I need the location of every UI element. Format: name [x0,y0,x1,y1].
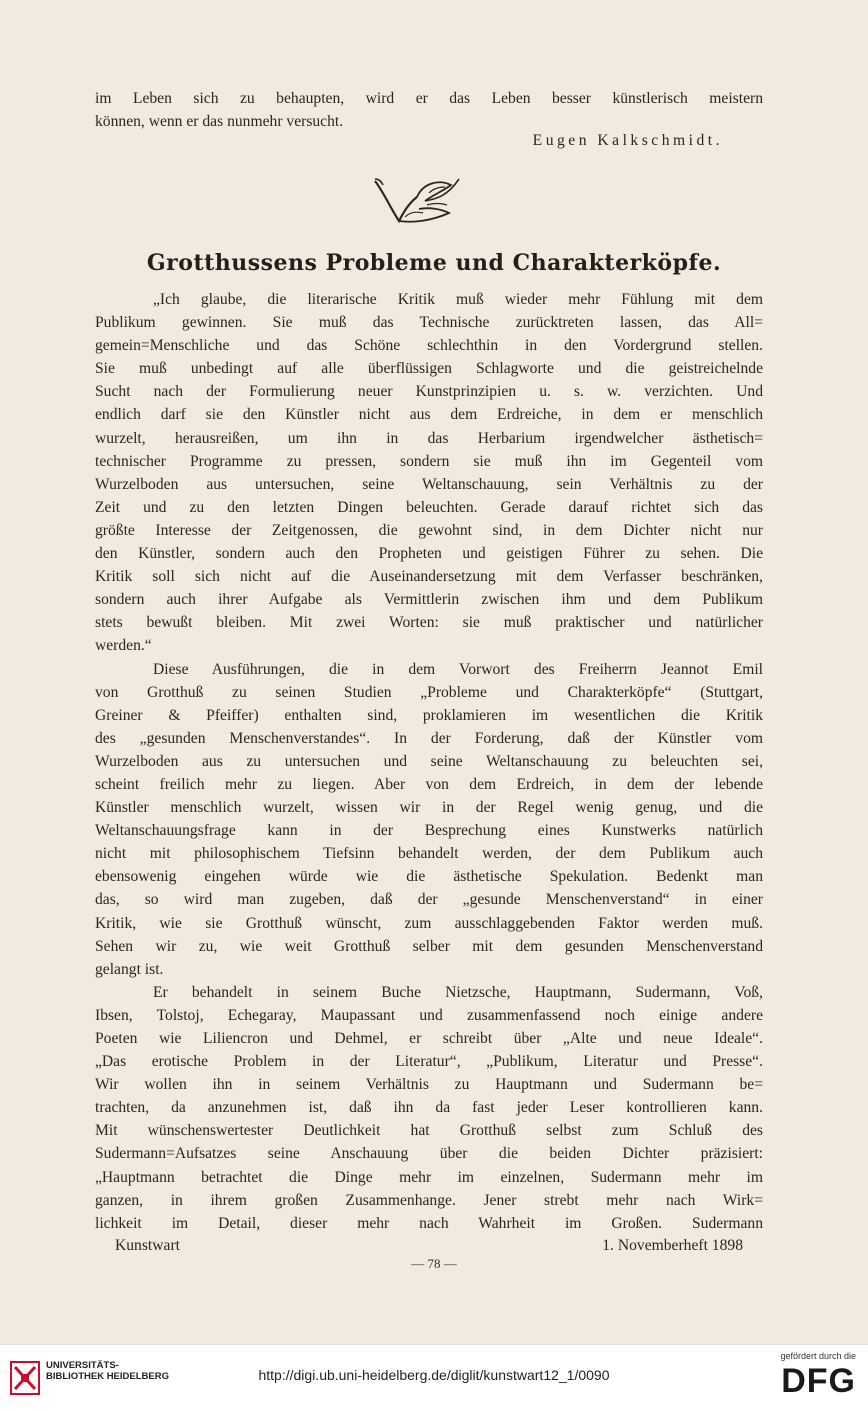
text-line: Sehen wir zu, wie weit Grotthuß selber mit dem gesunden Menschenverstand [95,937,763,955]
text-line: Kritik, wie sie Grotthuß wünscht, zum ausschlaggebenden Faktor werden muß. [95,914,763,932]
text-line: lichkeit im Detail, dieser mehr nach Wahrheit im Großen. Sudermann [95,1214,763,1232]
text-line: Greiner & Pfeiffer) enthalten sind, proklamieren im wesentlichen die Kritik [95,706,763,724]
viewer-footer-bar [0,1344,868,1411]
text-line: Mit wünschenswertester Deutlichkeit hat Grotthuß selbst zum Schluß des [95,1122,763,1140]
page-number: — 78 — [411,1256,457,1271]
text-line: ebensowenig eingehen würde wie die ästhetische Spekulation. Bedenkt man [95,868,763,886]
text-line: den Künstler, sondern auch den Propheten und geistigen Führer zu sehen. Die [95,545,763,563]
text-line: werden.“ [95,637,152,655]
text-line: gemein=Menschliche und das Schöne schlechthin in den Vordergrund stellen. [95,337,763,355]
text-line: des „gesunden Menschenverstandes“. In der Forderung, daß der Künstler vom [95,729,763,747]
text-line: Zeit und zu den letzten Dingen beleuchten. Gerade darauf richtet sich das [95,498,763,516]
text-line: das, so wird man zugeben, daß der „gesunde Menschenverstand“ in einer [95,891,763,909]
text-line: Sucht nach der Formulierung neuer Kunstprinzipien u. s. w. verzichten. Und [95,383,763,401]
text-line: wurzelt, herausreißen, um ihn in das Herbarium irgendwelcher ästhetisch= [95,429,763,447]
text-line: Wurzelboden aus zu untersuchen und seine Weltanschauung zu beleuchten sei, [95,752,763,770]
funder-caption: gefördert durch die [780,1351,856,1361]
text-line: ganzen, in ihrem großen Zusammenhange. Jener strebt mehr nach Wirk= [95,1191,763,1209]
journal-name: Kunstwart [115,1237,180,1254]
text-line: Kritik soll sich nicht auf die Auseinandersetzung mit dem Verfasser beschränken, [95,568,763,586]
text-line: von Grotthuß zu seinen Studien „Probleme und Charakterköpfe“ (Stuttgart, [95,683,763,701]
text-line: größte Interesse der Zeitgenossen, die gewohnt sind, in dem Dichter nicht nur [95,521,763,539]
issue-date: 1. Novemberheft 1898 [602,1237,743,1254]
funder-logo-link[interactable] [766,1351,856,1407]
text-line: Poeten wie Liliencron und Dehmel, er schreibt über „Alte und neue Ideale“. [95,1030,763,1047]
text-line: Publikum gewinnen. Sie muß das Technische zurücktreten lassen, das All= [95,314,763,332]
article-body [95,288,763,1235]
author-signature: Eugen Kalkschmidt. [532,132,723,149]
text-line: trachten, da anzunehmen ist, daß ihn da fast jeder Leser kontrollieren kann. [95,1099,763,1117]
text-line: Weltanschauungsfrage kann in der Besprechung eines Kunstwerks natürlich [95,822,763,840]
text-line: im Leben sich zu behaupten, wird er das Leben besser künstlerisch meistern [95,90,763,107]
library-name: UNIVERSITÄTS-BIBLIOTHEK HEIDELBERG [46,1360,169,1382]
page-url-link[interactable]: http://digi.ub.uni-heidelberg.de/diglit/kunstwart12_1/0090 [258,1367,610,1383]
vignette-ornament-icon [369,173,467,229]
text-line: Wir wollen ihn in seinem Verhältnis zu Hauptmann und Sudermann be= [95,1076,763,1094]
text-line: Wurzelboden aus untersuchen, seine Weltanschauung, sein Verhältnis zu der [95,475,763,493]
text-line: „Das erotische Problem in der Literatur“, „Publikum, Literatur und Presse“. [95,1053,763,1071]
article-title: Grotthussens Probleme und Charakterköpfe. [146,250,722,276]
text-line: nicht mit philosophischem Tiefsinn behandelt werden, der dem Publikum auch [95,845,763,863]
text-line: endlich darf sie den Künstler nicht aus dem Erdreiche, in dem er menschlich [95,406,763,424]
text-line: „Ich glaube, die literarische Kritik muß wieder mehr Fühlung mit dem [153,291,763,308]
dfg-logo: DFG [781,1362,856,1400]
text-line: Künstler menschlich wurzelt, wissen wir in der Regel wenig genug, und die [95,799,763,817]
continued-text [95,87,763,133]
text-line: Sie muß unbedingt auf alle überflüssigen Schlagworte und die geistreichelnde [95,360,763,378]
text-line: Sudermann=Aufsatzes seine Anschauung über die beiden Dichter präzisiert: [95,1145,763,1163]
text-line: scheint freilich mehr zu liegen. Aber von dem Erdreich, in dem der lebende [95,775,763,793]
text-line: Diese Ausführungen, die in dem Vorwort des Freiherrn Jeannot Emil [153,660,763,678]
text-line: können, wenn er das nunmehr versucht. [95,113,344,131]
text-line: „Hauptmann betrachtet die Dinge mehr im einzelnen, Sudermann mehr im [95,1168,763,1186]
text-line: gelangt ist. [95,960,164,978]
text-line: technischer Programme zu pressen, sondern sie muß ihn im Gegenteil vom [95,452,763,470]
text-line: Ibsen, Tolstoj, Echegaray, Maupassant und zusammenfassend noch einige andere [95,1006,763,1024]
text-line: Er behandelt in seinem Buche Nietzsche, Hauptmann, Sudermann, Voß, [153,983,763,1001]
text-line: sondern auch ihrer Aufgabe als Vermittlerin zwischen ihm und dem Publikum [95,591,763,609]
text-line: stets bewußt bleiben. Mit zwei Worten: sie muß praktischer und natürlicher [95,614,763,632]
